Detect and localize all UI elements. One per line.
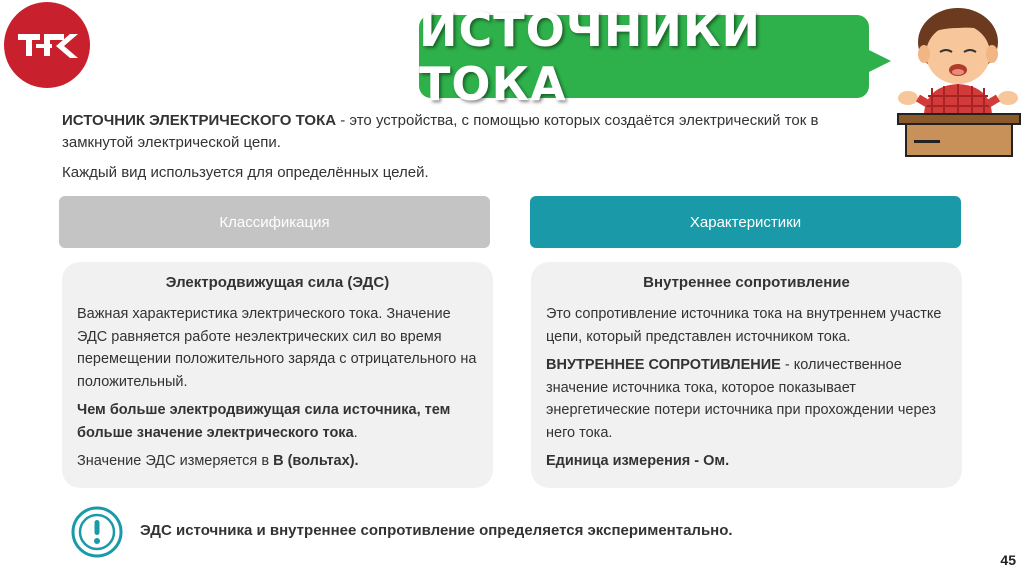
character-illustration <box>894 2 1022 157</box>
emf-card-unit-bold: В (вольтах). <box>273 453 359 469</box>
intro-term: ИСТОЧНИК ЭЛЕКТРИЧЕСКОГО ТОКА <box>62 112 337 129</box>
page-number: 45 <box>1000 552 1016 568</box>
resistance-card-heading: Внутреннее сопротивление <box>643 274 850 291</box>
emf-card-emphasis-end: . <box>353 424 358 441</box>
emf-card <box>62 262 493 488</box>
exclamation-icon <box>70 505 124 559</box>
speech-tail <box>867 49 891 73</box>
intro-line2: Каждый вид используется для определённых целей. <box>62 164 429 181</box>
emf-card-unit-text: Значение ЭДС измеряется в <box>77 453 274 469</box>
emf-card-emphasis <box>77 399 478 444</box>
logo-icon <box>4 2 90 88</box>
tab-characteristics[interactable]: Характеристики <box>530 196 961 248</box>
footer-note: ЭДС источника и внутреннее сопротивление определяется экспериментально. <box>140 522 733 539</box>
resistance-card-definition <box>546 354 947 444</box>
emf-card-emphasis-bold: Чем больше электродвижущая сила источника, тем больше значение электрического тока <box>77 402 451 441</box>
emf-card-text: Важная характеристика электрического тока. Значение ЭДС равняется работе неэлектрических сил во время перемещении положительного заряда с отрицательного на положительный. <box>77 306 477 390</box>
emf-card-unit <box>77 450 478 473</box>
resistance-card-unit <box>546 450 947 473</box>
resistance-card-unit-bold: Единица измерения - Ом. <box>546 453 730 469</box>
intro-paragraph <box>62 110 882 154</box>
emf-card-heading: Электродвижущая сила (ЭДС) <box>165 274 390 291</box>
resistance-card-term: ВНУТРЕННЕЕ СОПРОТИВЛЕНИЕ <box>546 357 781 373</box>
tab-classification[interactable]: Классификация <box>59 196 490 248</box>
resistance-card-text: Это сопротивление источника тока на внутреннем участке цепи, который представлен источником тока. <box>546 306 942 345</box>
page-title: ИСТОЧНИКИ ТОКА <box>419 2 762 111</box>
resistance-card-definition-text: - количественное значение источника тока, которое показывает энергетические потери источника при прохождении через него тока. <box>546 357 936 441</box>
resistance-card <box>531 262 962 488</box>
intro-definition: - это устройства, с помощью которых создаётся электрический ток в замкнутой электрической цепи. <box>62 112 819 151</box>
title-banner <box>419 2 869 111</box>
